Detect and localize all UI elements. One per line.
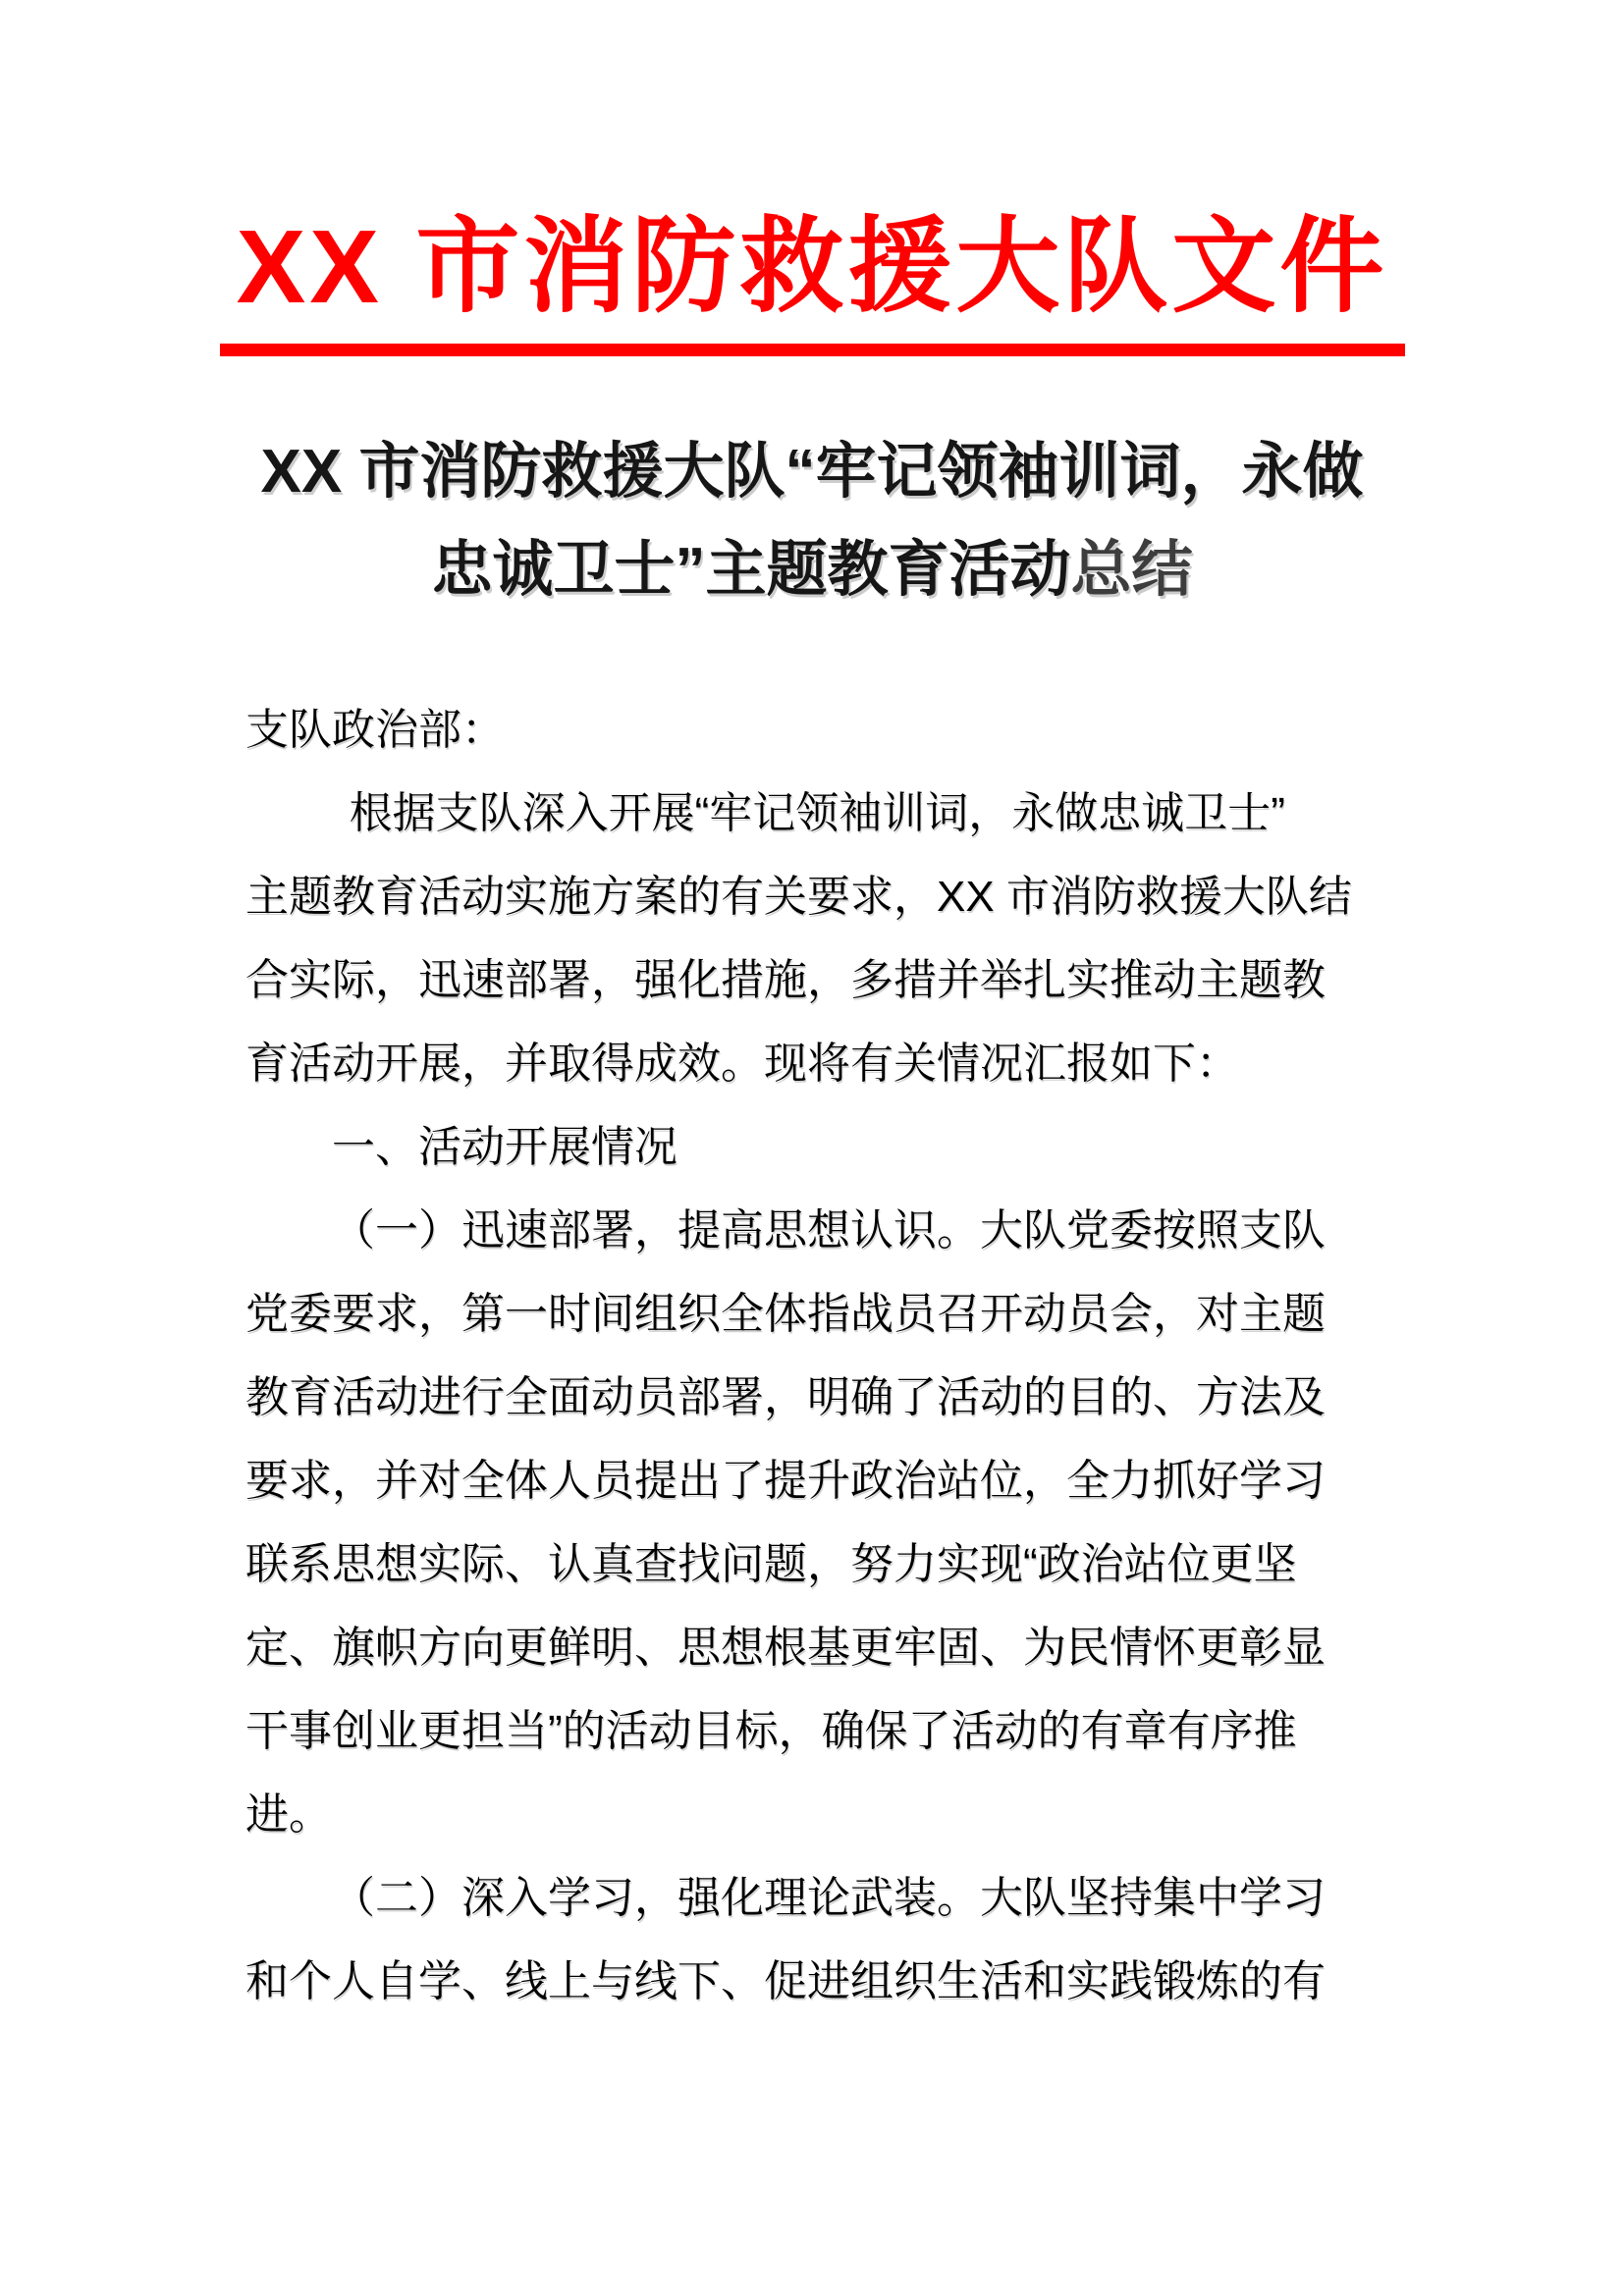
body-line: 支队政治部： (245, 705, 505, 754)
body-line: 和个人自学、线上与线下、促进组织生活和实践锻炼的有 (245, 1956, 1326, 2005)
body-line: 联系思想实际、认真查找问题，努力实现“政治站位更坚 (245, 1539, 1297, 1588)
body-line: 合实际，迅速部署，强化措施，多措并举扎实推动主题教 (245, 955, 1326, 1004)
body-line: 一、活动开展情况 (332, 1122, 677, 1171)
document-title (0, 423, 1624, 619)
body-line: 主题教育活动实施方案的有关要求，XX 市消防救援大队结 (245, 872, 1352, 921)
document-title-line2-main: 忠诚卫士”主题教育活动 (431, 535, 1071, 604)
document-title-line1: XX 市消防救援大队“牢记领袖训词，永做 (260, 437, 1364, 506)
body-line: （二）深入学习，强化理论武装。大队坚持集中学习 (332, 1873, 1326, 1922)
document-title-line2-tail: 总结 (1070, 535, 1193, 604)
letterhead-divider (220, 344, 1405, 356)
document-title-line2 (0, 521, 1624, 619)
body-line: 干事创业更担当”的活动目标，确保了活动的有章有序推 (245, 1706, 1297, 1755)
body-line: 要求，并对全体人员提出了提升政治站位，全力抓好学习 (245, 1456, 1326, 1505)
body-line: （一）迅速部署，提高思想认识。大队党委按照支队 (332, 1205, 1326, 1255)
letterhead (0, 0, 1624, 356)
body-line: 党委要求，第一时间组织全体指战员召开动员会，对主题 (245, 1289, 1326, 1338)
body-line: 育活动开展，并取得成效。现将有关情况汇报如下： (245, 1039, 1239, 1088)
body-line: 进。 (245, 1789, 332, 1839)
body-line: 定、旗帜方向更鲜明、思想根基更牢固、为民情怀更彰显 (245, 1623, 1326, 1672)
document-body (245, 688, 1414, 2023)
letterhead-title: XX 市消防救援大队文件 (236, 209, 1388, 325)
body-line: 根据支队深入开展“牢记领袖训词，永做忠诚卫士” (349, 788, 1285, 837)
body-line: 教育活动进行全面动员部署，明确了活动的目的、方法及 (245, 1372, 1326, 1421)
